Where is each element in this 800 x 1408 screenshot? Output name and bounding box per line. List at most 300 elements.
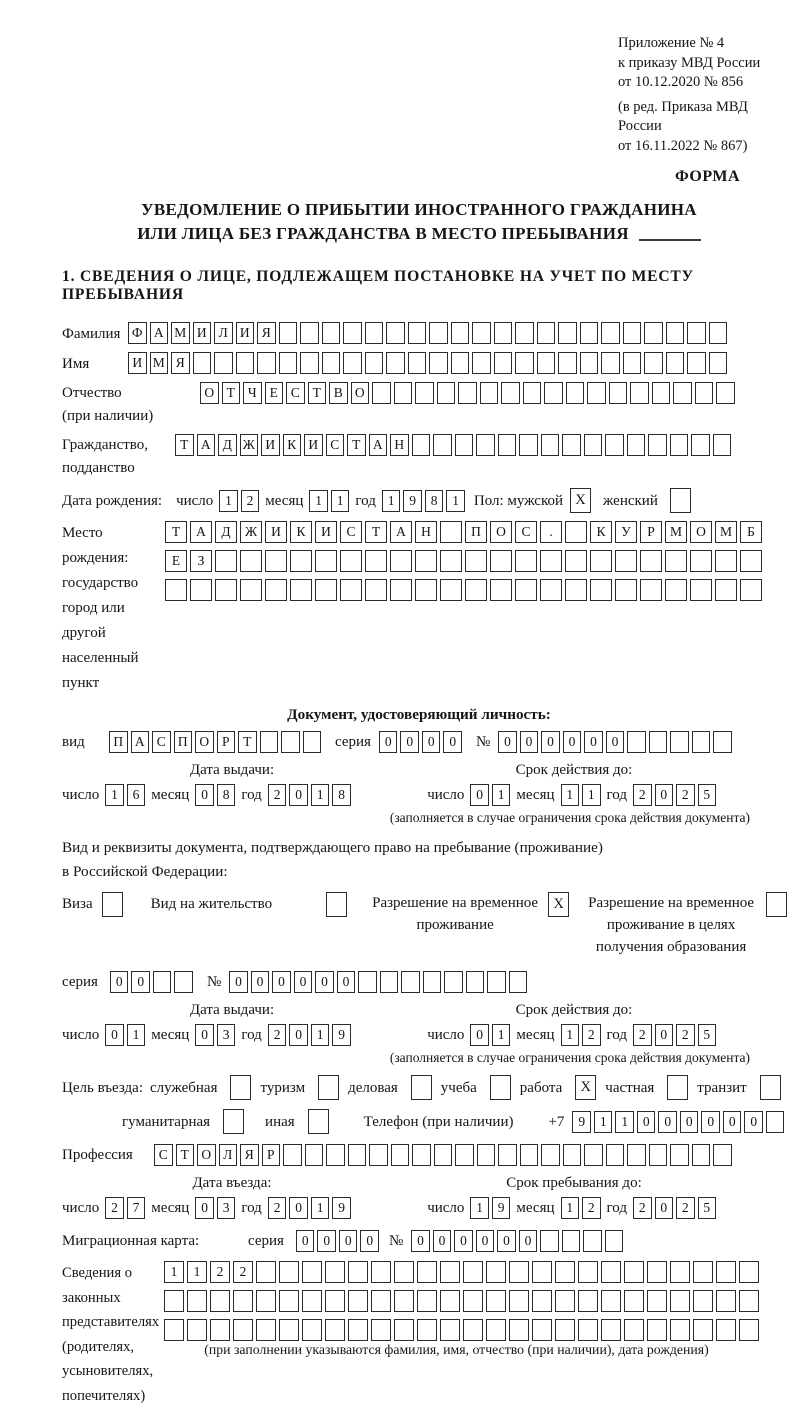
form-cell[interactable]: 8 (332, 784, 351, 806)
form-cell[interactable] (193, 352, 212, 374)
form-cell[interactable]: Т (176, 1144, 195, 1166)
form-cell[interactable] (465, 550, 487, 572)
residence-series-cells[interactable] (110, 971, 193, 993)
temp-residence-checkbox[interactable] (548, 892, 569, 917)
form-cell[interactable] (260, 731, 279, 753)
form-cell[interactable]: 0 (289, 784, 308, 806)
form-cell[interactable]: . (540, 521, 562, 543)
form-cell[interactable]: К (283, 434, 302, 456)
form-cell[interactable]: Д (215, 521, 237, 543)
form-cell[interactable]: 0 (701, 1111, 720, 1133)
form-cell[interactable] (394, 1290, 414, 1312)
purpose-private-checkbox[interactable] (667, 1075, 688, 1100)
form-cell[interactable] (555, 1319, 575, 1341)
form-cell[interactable]: 0 (744, 1111, 763, 1133)
form-cell[interactable] (190, 579, 212, 601)
form-cell[interactable] (465, 579, 487, 601)
form-cell[interactable]: 5 (698, 1024, 717, 1046)
form-cell[interactable]: 1 (594, 1111, 613, 1133)
form-cell[interactable]: П (109, 731, 128, 753)
form-cell[interactable]: Т (175, 434, 194, 456)
form-cell[interactable]: 1 (311, 784, 330, 806)
form-cell[interactable] (102, 892, 123, 917)
form-cell[interactable] (605, 434, 624, 456)
form-cell[interactable] (415, 550, 437, 572)
form-cell[interactable]: 1 (561, 1024, 580, 1046)
form-cell[interactable] (540, 579, 562, 601)
form-cell[interactable] (555, 1261, 575, 1283)
form-cell[interactable] (716, 1290, 736, 1312)
id-doc-kind-cells[interactable] (109, 731, 321, 753)
form-cell[interactable]: Е (265, 382, 284, 404)
form-cell[interactable] (565, 550, 587, 572)
form-cell[interactable] (415, 579, 437, 601)
form-cell[interactable] (153, 971, 172, 993)
form-cell[interactable] (666, 352, 685, 374)
form-cell[interactable]: 0 (110, 971, 129, 993)
form-cell[interactable] (343, 352, 362, 374)
form-cell[interactable] (486, 1261, 506, 1283)
form-cell[interactable] (440, 1290, 460, 1312)
form-cell[interactable] (601, 322, 620, 344)
residence-number-cells[interactable] (229, 971, 527, 993)
form-cell[interactable]: 0 (195, 1197, 214, 1219)
form-cell[interactable]: К (290, 521, 312, 543)
form-cell[interactable] (649, 731, 668, 753)
form-cell[interactable] (215, 550, 237, 572)
form-cell[interactable] (578, 1261, 598, 1283)
form-cell[interactable]: 0 (433, 1230, 452, 1252)
residence-issue-year-cells[interactable] (268, 1024, 351, 1046)
form-cell[interactable] (486, 1290, 506, 1312)
form-cell[interactable] (236, 352, 255, 374)
form-cell[interactable] (494, 322, 513, 344)
form-cell[interactable] (590, 550, 612, 572)
form-cell[interactable] (540, 1230, 559, 1252)
form-cell[interactable] (300, 322, 319, 344)
form-cell[interactable]: 2 (105, 1197, 124, 1219)
form-cell[interactable] (210, 1290, 230, 1312)
form-cell[interactable]: И (193, 322, 212, 344)
form-cell[interactable]: 1 (446, 490, 465, 512)
form-cell[interactable]: 0 (454, 1230, 473, 1252)
form-cell[interactable] (455, 434, 474, 456)
form-cell[interactable] (601, 352, 620, 374)
form-cell[interactable] (340, 550, 362, 572)
form-cell[interactable]: 2 (241, 490, 260, 512)
form-cell[interactable] (624, 1290, 644, 1312)
visa-checkbox[interactable] (102, 892, 123, 917)
form-cell[interactable]: 2 (233, 1261, 253, 1283)
sex-male-checkbox[interactable] (570, 488, 591, 513)
form-cell[interactable] (644, 352, 663, 374)
form-cell[interactable] (371, 1319, 391, 1341)
form-cell[interactable]: Ф (128, 322, 147, 344)
form-cell[interactable]: 2 (268, 1024, 287, 1046)
form-cell[interactable] (739, 1319, 759, 1341)
form-cell[interactable] (440, 521, 462, 543)
form-cell[interactable] (390, 550, 412, 572)
form-cell[interactable]: 1 (492, 784, 511, 806)
form-cell[interactable]: Н (390, 434, 409, 456)
form-cell[interactable] (394, 382, 413, 404)
form-cell[interactable] (515, 550, 537, 572)
purpose-transit-checkbox[interactable] (760, 1075, 781, 1100)
purpose-official-checkbox[interactable] (230, 1075, 251, 1100)
form-cell[interactable] (713, 731, 732, 753)
form-cell[interactable] (348, 1290, 368, 1312)
form-cell[interactable] (408, 322, 427, 344)
form-cell[interactable]: 0 (296, 1230, 315, 1252)
birth-place-row-3[interactable] (165, 579, 762, 601)
stay-year-cells[interactable] (633, 1197, 716, 1219)
form-cell[interactable] (601, 1261, 621, 1283)
form-cell[interactable] (690, 550, 712, 572)
form-cell[interactable]: А (190, 521, 212, 543)
id-issue-year-cells[interactable] (268, 784, 351, 806)
form-cell[interactable] (165, 579, 187, 601)
form-cell[interactable]: 0 (337, 971, 356, 993)
form-cell[interactable] (695, 382, 714, 404)
citizenship-cells[interactable] (175, 434, 731, 456)
form-cell[interactable] (609, 382, 628, 404)
form-cell[interactable]: 0 (680, 1111, 699, 1133)
form-cell[interactable] (716, 1319, 736, 1341)
form-cell[interactable]: О (197, 1144, 216, 1166)
form-cell[interactable] (580, 322, 599, 344)
purpose-humanitarian-checkbox[interactable] (223, 1109, 244, 1134)
form-cell[interactable] (279, 1290, 299, 1312)
form-cell[interactable]: 0 (411, 1230, 430, 1252)
form-cell[interactable]: Я (240, 1144, 259, 1166)
form-cell[interactable] (709, 322, 728, 344)
form-cell[interactable]: 0 (497, 1230, 516, 1252)
form-cell[interactable]: Ж (240, 521, 262, 543)
form-cell[interactable]: 0 (476, 1230, 495, 1252)
form-cell[interactable] (325, 1261, 345, 1283)
form-cell[interactable]: И (236, 322, 255, 344)
form-cell[interactable] (279, 322, 298, 344)
form-cell[interactable]: С (340, 521, 362, 543)
form-cell[interactable] (690, 579, 712, 601)
form-cell[interactable] (348, 1261, 368, 1283)
residence-expiry-month-cells[interactable] (561, 1024, 601, 1046)
form-cell[interactable] (709, 352, 728, 374)
form-cell[interactable] (164, 1319, 184, 1341)
form-cell[interactable]: 1 (561, 1197, 580, 1219)
form-cell[interactable]: П (465, 521, 487, 543)
form-cell[interactable] (325, 1319, 345, 1341)
form-cell[interactable]: 7 (127, 1197, 146, 1219)
surname-cells[interactable] (128, 322, 727, 344)
form-cell[interactable]: X (548, 892, 569, 917)
form-cell[interactable] (566, 382, 585, 404)
form-cell[interactable] (214, 352, 233, 374)
form-cell[interactable] (340, 579, 362, 601)
form-cell[interactable] (590, 579, 612, 601)
form-cell[interactable]: И (128, 352, 147, 374)
form-cell[interactable]: Т (308, 382, 327, 404)
form-cell[interactable]: 0 (317, 1230, 336, 1252)
form-cell[interactable]: А (369, 434, 388, 456)
form-cell[interactable] (371, 1261, 391, 1283)
form-cell[interactable] (565, 579, 587, 601)
form-cell[interactable] (472, 352, 491, 374)
form-cell[interactable] (715, 550, 737, 572)
form-cell[interactable] (279, 352, 298, 374)
form-cell[interactable]: 1 (331, 490, 350, 512)
form-cell[interactable]: С (286, 382, 305, 404)
residence-issue-day-cells[interactable] (105, 1024, 145, 1046)
form-cell[interactable]: 0 (131, 971, 150, 993)
form-cell[interactable] (303, 731, 322, 753)
form-cell[interactable] (394, 1261, 414, 1283)
form-cell[interactable] (417, 1290, 437, 1312)
form-cell[interactable] (601, 1319, 621, 1341)
form-cell[interactable] (670, 488, 691, 513)
form-cell[interactable]: 8 (217, 784, 236, 806)
form-cell[interactable] (630, 382, 649, 404)
form-cell[interactable]: 5 (698, 1197, 717, 1219)
form-cell[interactable] (315, 579, 337, 601)
form-cell[interactable] (509, 1290, 529, 1312)
form-cell[interactable]: 0 (289, 1197, 308, 1219)
form-cell[interactable] (240, 550, 262, 572)
form-cell[interactable]: 0 (272, 971, 291, 993)
form-cell[interactable] (601, 1290, 621, 1312)
id-issue-month-cells[interactable] (195, 784, 235, 806)
form-cell[interactable]: 9 (332, 1024, 351, 1046)
form-cell[interactable] (640, 579, 662, 601)
form-cell[interactable] (318, 1075, 339, 1100)
form-cell[interactable] (256, 1261, 276, 1283)
representatives-row-1[interactable] (164, 1261, 759, 1283)
form-cell[interactable] (164, 1290, 184, 1312)
stay-day-cells[interactable] (470, 1197, 510, 1219)
form-cell[interactable]: 2 (268, 1197, 287, 1219)
form-cell[interactable] (565, 521, 587, 543)
id-expiry-year-cells[interactable] (633, 784, 716, 806)
form-cell[interactable] (583, 1230, 602, 1252)
form-cell[interactable] (415, 382, 434, 404)
form-cell[interactable]: 0 (294, 971, 313, 993)
form-cell[interactable]: 0 (443, 731, 462, 753)
form-cell[interactable] (326, 892, 347, 917)
form-cell[interactable]: А (131, 731, 150, 753)
form-cell[interactable]: З (190, 550, 212, 572)
residence-expiry-year-cells[interactable] (633, 1024, 716, 1046)
form-cell[interactable] (265, 579, 287, 601)
form-cell[interactable] (290, 550, 312, 572)
form-cell[interactable]: Т (347, 434, 366, 456)
form-cell[interactable] (322, 352, 341, 374)
form-cell[interactable]: 0 (195, 784, 214, 806)
form-cell[interactable] (429, 352, 448, 374)
form-cell[interactable] (490, 1075, 511, 1100)
form-cell[interactable]: Т (365, 521, 387, 543)
form-cell[interactable] (692, 731, 711, 753)
form-cell[interactable]: И (315, 521, 337, 543)
migration-number-cells[interactable] (411, 1230, 623, 1252)
form-cell[interactable] (670, 434, 689, 456)
form-cell[interactable]: 1 (561, 784, 580, 806)
form-cell[interactable]: Ж (240, 434, 259, 456)
form-cell[interactable] (647, 1319, 667, 1341)
form-cell[interactable] (444, 971, 463, 993)
form-cell[interactable] (223, 1109, 244, 1134)
form-cell[interactable] (279, 1319, 299, 1341)
purpose-work-checkbox[interactable] (575, 1075, 596, 1100)
form-cell[interactable]: 1 (105, 784, 124, 806)
form-cell[interactable] (256, 1290, 276, 1312)
form-cell[interactable] (308, 1109, 329, 1134)
id-doc-number-cells[interactable] (498, 731, 732, 753)
form-cell[interactable]: И (304, 434, 323, 456)
form-cell[interactable] (666, 322, 685, 344)
form-cell[interactable] (174, 971, 193, 993)
given-name-cells[interactable] (128, 352, 727, 374)
form-cell[interactable] (412, 434, 431, 456)
form-cell[interactable]: 0 (400, 731, 419, 753)
form-cell[interactable]: 0 (105, 1024, 124, 1046)
form-cell[interactable] (670, 1290, 690, 1312)
entry-year-cells[interactable] (268, 1197, 351, 1219)
form-cell[interactable]: Р (262, 1144, 281, 1166)
form-cell[interactable]: 6 (127, 784, 146, 806)
birth-place-row-2[interactable] (165, 550, 762, 572)
form-cell[interactable] (494, 352, 513, 374)
form-cell[interactable] (463, 1290, 483, 1312)
form-cell[interactable] (437, 382, 456, 404)
form-cell[interactable] (578, 1319, 598, 1341)
form-cell[interactable] (417, 1319, 437, 1341)
form-cell[interactable] (490, 550, 512, 572)
form-cell[interactable] (515, 579, 537, 601)
form-cell[interactable] (240, 579, 262, 601)
birth-month-cells[interactable] (309, 490, 349, 512)
form-cell[interactable]: Т (238, 731, 257, 753)
purpose-study-checkbox[interactable] (490, 1075, 511, 1100)
form-cell[interactable]: 1 (187, 1261, 207, 1283)
form-cell[interactable] (365, 579, 387, 601)
form-cell[interactable]: 0 (637, 1111, 656, 1133)
form-cell[interactable]: 1 (615, 1111, 634, 1133)
sex-female-checkbox[interactable] (670, 488, 691, 513)
form-cell[interactable] (386, 322, 405, 344)
form-cell[interactable]: М (150, 352, 169, 374)
form-cell[interactable] (233, 1290, 253, 1312)
form-cell[interactable] (472, 322, 491, 344)
form-cell[interactable]: М (715, 521, 737, 543)
form-cell[interactable] (670, 1319, 690, 1341)
purpose-tourism-checkbox[interactable] (318, 1075, 339, 1100)
form-cell[interactable] (466, 971, 485, 993)
form-cell[interactable]: 0 (195, 1024, 214, 1046)
form-cell[interactable] (623, 352, 642, 374)
form-cell[interactable] (740, 550, 762, 572)
form-cell[interactable]: 2 (268, 784, 287, 806)
form-cell[interactable] (390, 579, 412, 601)
form-cell[interactable] (716, 1261, 736, 1283)
form-cell[interactable] (408, 352, 427, 374)
form-cell[interactable] (580, 352, 599, 374)
form-cell[interactable]: П (174, 731, 193, 753)
form-cell[interactable] (532, 1319, 552, 1341)
form-cell[interactable] (394, 1319, 414, 1341)
entry-month-cells[interactable] (195, 1197, 235, 1219)
form-cell[interactable] (532, 1261, 552, 1283)
id-issue-day-cells[interactable] (105, 784, 145, 806)
form-cell[interactable]: Е (165, 550, 187, 572)
residence-expiry-day-cells[interactable] (470, 1024, 510, 1046)
form-cell[interactable] (480, 382, 499, 404)
form-cell[interactable] (265, 550, 287, 572)
form-cell[interactable]: В (329, 382, 348, 404)
form-cell[interactable]: 3 (217, 1197, 236, 1219)
form-cell[interactable] (501, 382, 520, 404)
form-cell[interactable] (348, 1319, 368, 1341)
form-cell[interactable] (673, 382, 692, 404)
form-cell[interactable] (433, 434, 452, 456)
form-cell[interactable] (343, 322, 362, 344)
form-cell[interactable] (713, 434, 732, 456)
form-cell[interactable] (627, 434, 646, 456)
form-cell[interactable] (509, 1319, 529, 1341)
form-cell[interactable] (315, 550, 337, 572)
form-cell[interactable]: X (570, 488, 591, 513)
form-cell[interactable] (541, 434, 560, 456)
form-cell[interactable] (665, 579, 687, 601)
form-cell[interactable]: С (154, 1144, 173, 1166)
form-cell[interactable] (562, 1230, 581, 1252)
form-cell[interactable]: 1 (164, 1261, 184, 1283)
form-cell[interactable] (523, 382, 542, 404)
form-cell[interactable] (440, 579, 462, 601)
form-cell[interactable]: 9 (403, 490, 422, 512)
form-cell[interactable] (665, 550, 687, 572)
form-cell[interactable] (371, 1290, 391, 1312)
form-cell[interactable]: 0 (519, 1230, 538, 1252)
form-cell[interactable] (210, 1319, 230, 1341)
form-cell[interactable]: 0 (251, 971, 270, 993)
entry-day-cells[interactable] (105, 1197, 145, 1219)
form-cell[interactable] (365, 550, 387, 572)
form-cell[interactable]: 1 (309, 490, 328, 512)
form-cell[interactable]: 2 (633, 1197, 652, 1219)
form-cell[interactable]: 0 (379, 731, 398, 753)
form-cell[interactable]: М (665, 521, 687, 543)
form-cell[interactable] (440, 1319, 460, 1341)
form-cell[interactable] (322, 322, 341, 344)
form-cell[interactable]: 2 (582, 1197, 601, 1219)
form-cell[interactable]: 8 (425, 490, 444, 512)
form-cell[interactable] (423, 971, 442, 993)
form-cell[interactable] (623, 322, 642, 344)
form-cell[interactable]: 0 (520, 731, 539, 753)
form-cell[interactable] (515, 322, 534, 344)
form-cell[interactable] (386, 352, 405, 374)
form-cell[interactable]: 0 (563, 731, 582, 753)
form-cell[interactable] (670, 731, 689, 753)
id-expiry-day-cells[interactable] (470, 784, 510, 806)
form-cell[interactable] (624, 1261, 644, 1283)
form-cell[interactable] (740, 579, 762, 601)
form-cell[interactable]: 1 (470, 1197, 489, 1219)
form-cell[interactable]: Т (165, 521, 187, 543)
form-cell[interactable] (302, 1261, 322, 1283)
form-cell[interactable] (451, 352, 470, 374)
form-cell[interactable] (256, 1319, 276, 1341)
